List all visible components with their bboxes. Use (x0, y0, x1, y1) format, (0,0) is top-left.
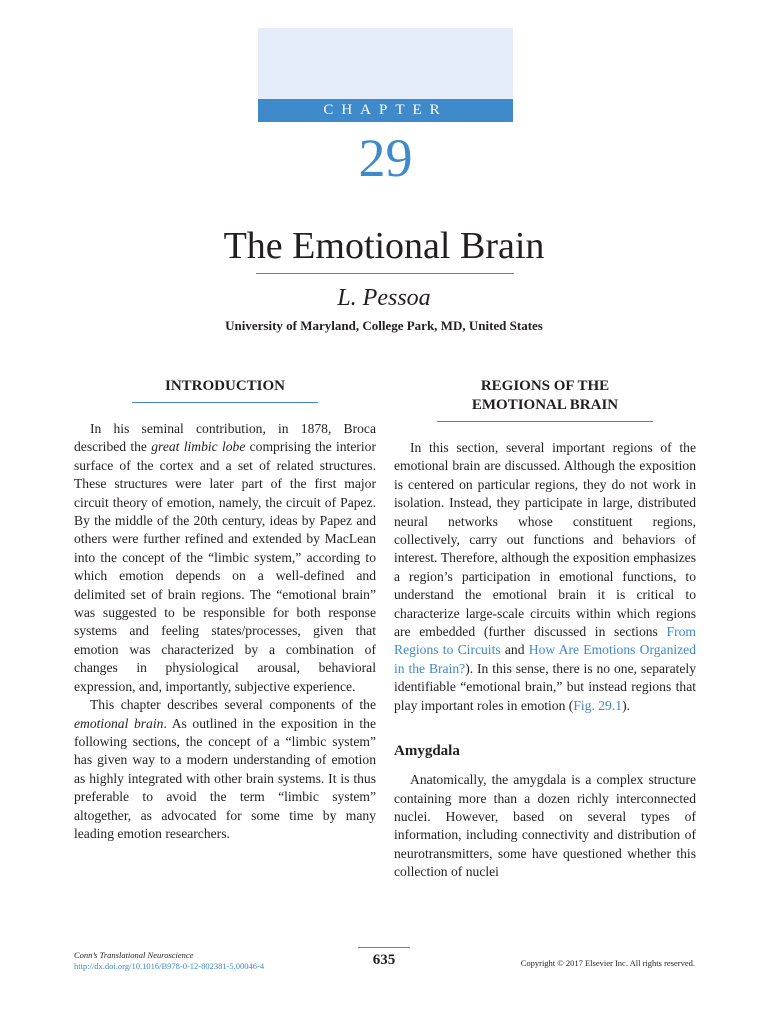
affiliation: University of Maryland, College Park, MD, United States (225, 318, 543, 333)
chapter-box (258, 28, 513, 122)
page-title: The Emotional Brain (223, 225, 545, 267)
link-how-are-emotions-organized[interactable]: How Are Emotions Organized in the Brain? (394, 642, 697, 676)
paragraph: In this section, several important regions of the emotional brain are discussed. Although the exposition is centered on particular regions, they do not work in isolation. Instead, they participate in large, distributed neural networks whose constituent regions, collectively, carry out functions and behaviors of interest. Therefore, although the exposition emphasizes a region’s participation in emotional functions, to understand the emotional brain it is critical to characterize large-scale circuits within which regions are embedded (further discussed in sections From Regions to Circuits and How Are Emotions Organized in the Brain?). In this sense, there is no one, separately identifiable “emotional brain,” but instead regions that play important roles in emotion (Fig. 29.1). (394, 440, 697, 713)
author: L. Pessoa (337, 285, 431, 311)
doi-link[interactable]: http://dx.doi.org/10.1016/B978-0-12-802381-5.00046-4 (74, 961, 265, 971)
link-from-regions-to-circuits[interactable]: From Regions to Circuits (394, 624, 696, 658)
section-heading-introduction: INTRODUCTION (132, 372, 318, 403)
book-title: Conn’s Translational Neuroscience (74, 950, 194, 960)
section-heading-regions: REGIONS OF THE EMOTIONAL BRAIN (437, 372, 653, 422)
introduction-body (74, 420, 376, 843)
link-figure-29-1[interactable]: Fig. 29.1 (573, 697, 623, 713)
left-column (74, 372, 376, 843)
paragraph: Anatomically, the amygdala is a complex structure containing more than a dozen richly interconnected nuclei. However, based on several types of information, including connectivity and distribution of neurotransmitters, some have questioned whether this collection of nuclei (394, 772, 696, 880)
paragraph: In his seminal contribution, in 1878, Broca described the great limbic lobe comprising the interior surface of the cortex and a set of related structures. These structures were later part of the first major circuit theory of emotion, namely, the circuit of Papez. By the middle of the 20th century, ideas by Papez and others were further refined and extended by MacLean into the concept of the “limbic system,” according to which emotion depends on a well-defined and delimited set of brain regions. The “emotional brain” was suggested to be responsible for both response systems and feeling states/processes, given that emotion was characterized by a combination of changes in physiological arousal, behavioral expression, and, importantly, subjective experience. (74, 421, 376, 694)
page-number: 635 (372, 952, 396, 968)
title-divider (256, 273, 514, 274)
footer-citation (74, 950, 334, 972)
chapter-number: 29 (358, 128, 413, 188)
regions-body (394, 439, 696, 882)
right-column (394, 372, 696, 882)
paragraph: This chapter describes several components of the emotional brain. As outlined in the exposition in the following sections, the concept of a “limbic system” has given way to a modern understanding of emotion as highly integrated with other brain systems. It is thus preferable to avoid the term “limbic system” altogether, as advocated for some time by many leading emotion researchers. (74, 697, 376, 841)
copyright: Copyright © 2017 Elsevier Inc. All rights reserved. (520, 958, 695, 968)
page-number-rule (358, 947, 410, 948)
chapter-label: CHAPTER (258, 99, 513, 122)
subheading-amygdala: Amygdala (394, 743, 460, 760)
